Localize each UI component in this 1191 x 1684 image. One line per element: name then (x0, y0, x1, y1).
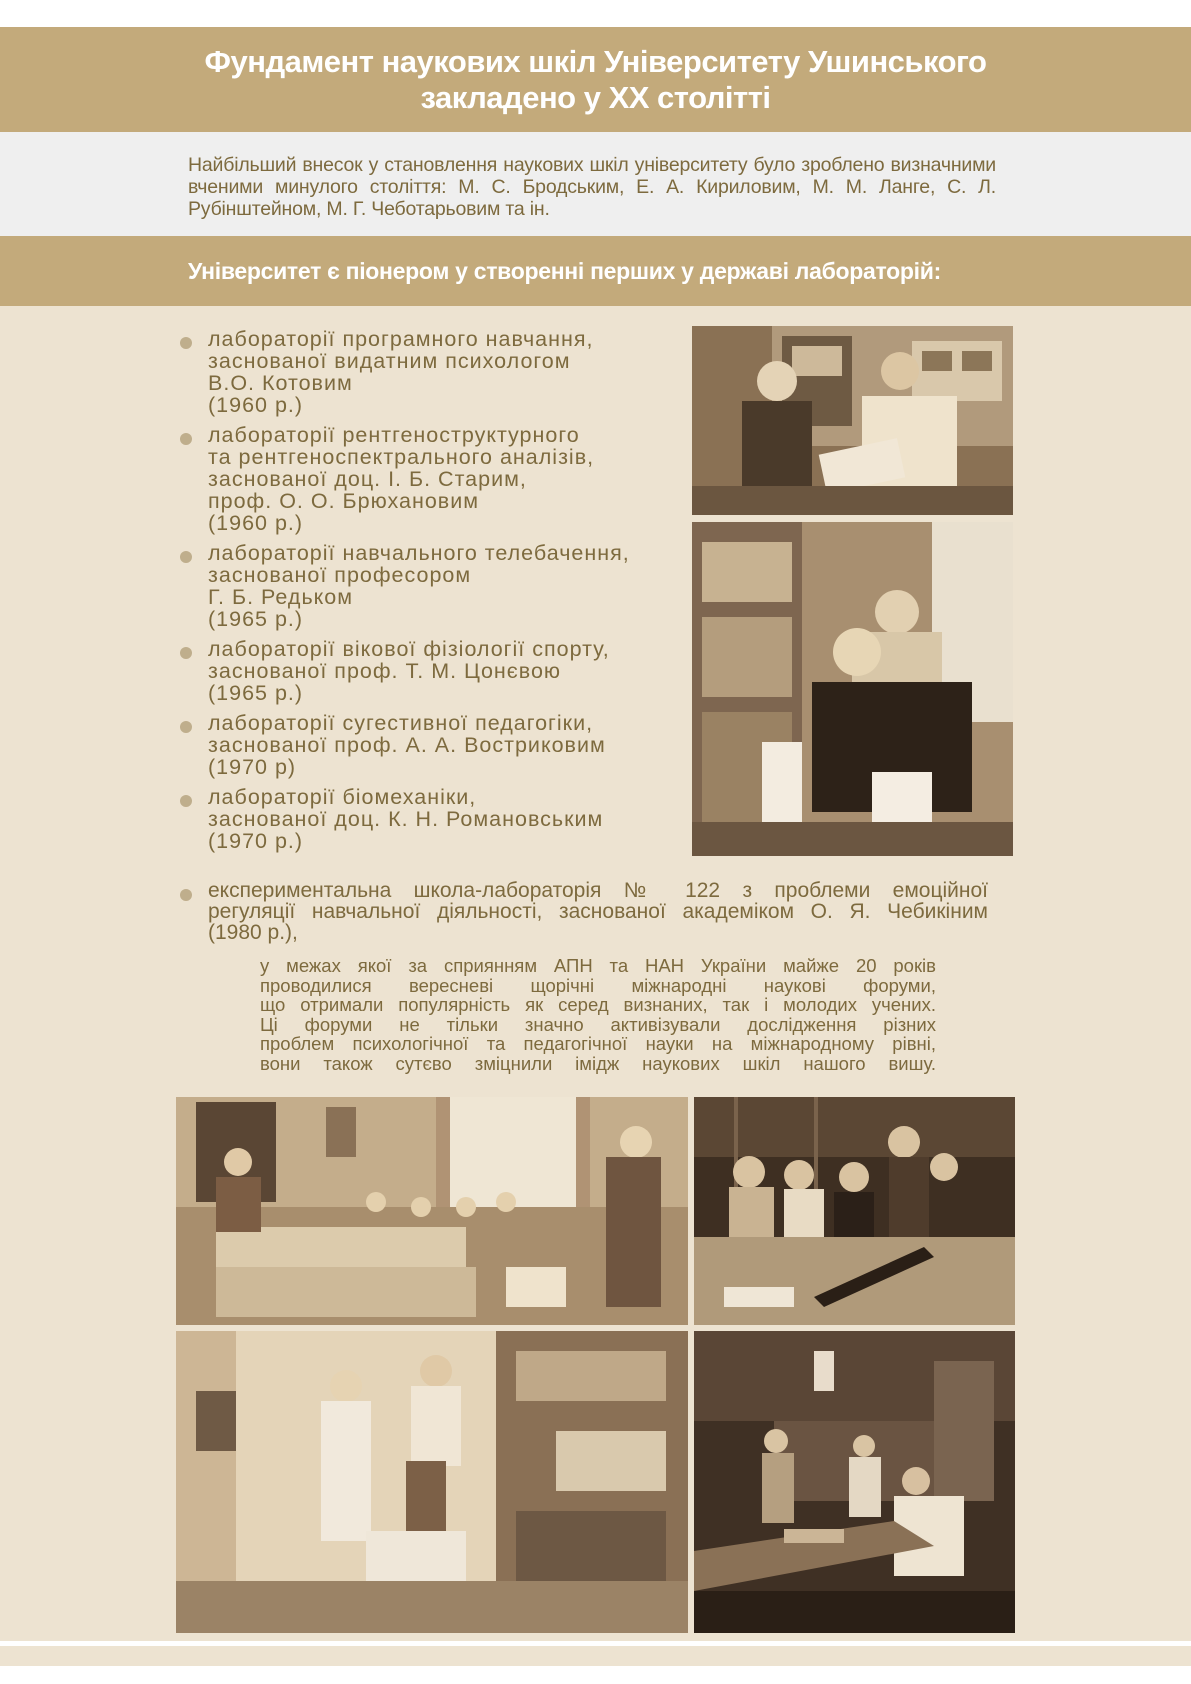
photo-programmed-learning-lab (692, 326, 1013, 515)
note-line: у межах якої за сприянням АПН та НАН України майже 20 років (260, 955, 936, 976)
subheader-title: Університет є піонером у створенні перших у державі лабораторій: (188, 258, 941, 284)
lab-line: (1970 р.) (208, 829, 304, 853)
photo-xray-lab (692, 522, 1013, 856)
lab-line: Г. Б. Редьком (208, 585, 354, 609)
subheader-band (0, 236, 1191, 306)
lab-line: заснованої доц. І. Б. Старим, (208, 467, 527, 491)
photo-women-lab (694, 1097, 1015, 1325)
intro-text: Найбільший внесок у становлення наукових шкіл університету було зроблено визначними вченими минулого століття: М. С. Бродським, Е. А. Кириловим, М. М. Ланге, С. Л. Рубінштейном, М. Г. Чеботарьовим та ін. (188, 154, 996, 220)
lab-line: (1965 р.) (208, 607, 304, 631)
lab-line: та рентгеноспектрального аналізів, (208, 445, 595, 469)
lab-item (178, 328, 678, 416)
lab-item (178, 424, 678, 534)
experimental-school-item (178, 880, 988, 943)
lab-item (178, 786, 678, 852)
lab-item (178, 542, 678, 630)
lab-line: (1970 р) (208, 755, 297, 779)
bullet-icon (180, 721, 192, 733)
lab-item (178, 638, 678, 704)
labs-list (178, 328, 678, 860)
experimental-line: експериментальна школа-лабораторія № 122 з проблеми емоційної (208, 879, 988, 902)
experimental-line: (1980 р.), (208, 921, 298, 944)
bullet-icon (180, 337, 192, 349)
title-band (0, 27, 1191, 132)
note-line: проблем психологічної та педагогічної науки на міжнародному рівні, (260, 1033, 936, 1054)
lab-line: лабораторії програмного навчання, (208, 327, 594, 351)
lab-line: лабораторії рентгеноструктурного (208, 423, 580, 447)
intro-section (0, 132, 1191, 236)
bullet-icon (180, 795, 192, 807)
bullet-icon (180, 433, 192, 445)
lab-line: заснованої професором (208, 563, 472, 587)
bullet-icon (180, 889, 192, 901)
photo-television-lab (694, 1331, 1015, 1633)
lab-line: проф. О. О. Брюхановим (208, 489, 479, 513)
photo-sports-physiology-lab (176, 1331, 688, 1633)
lab-line: лабораторії навчального телебачення, (208, 541, 630, 565)
note-line: проводилися вересневі щорічні міжнародні наукові форуми, (260, 974, 936, 996)
lab-line: (1965 р.) (208, 681, 304, 705)
lab-line: В.О. Котовим (208, 371, 353, 395)
lab-line: лабораторії сугестивної педагогіки, (208, 711, 594, 735)
forums-note (260, 956, 936, 1073)
page-title-line-1: Фундамент наукових шкіл Університету Ушинського (204, 43, 987, 79)
lab-line: (1960 р.) (208, 511, 304, 535)
lab-line: заснованої проф. Т. М. Цонєвою (208, 659, 562, 683)
note-line: Ці форуми не тільки значно активізували дослідження різних (260, 1013, 936, 1035)
experimental-line: регуляції навчальної діяльності, заснованої академіком О. Я. Чебикіним (208, 900, 988, 923)
lab-line: заснованої доц. К. Н. Романовським (208, 807, 604, 831)
lab-line: заснованої видатним психологом (208, 349, 571, 373)
page-title-line-2: закладено у XX столітті (420, 79, 771, 115)
lab-line: лабораторії біомеханіки, (208, 785, 477, 809)
note-line: вони також сутєво зміцнили імідж наукових шкіл нашого вишу. (260, 1052, 936, 1074)
footer-bar (0, 1646, 1191, 1666)
lab-line: лабораторії вікової фізіології спорту, (208, 637, 610, 661)
note-line: що отримали популярність як серед визнаних, так і молодих учених. (260, 994, 936, 1015)
lab-item (178, 712, 678, 778)
lab-line: (1960 р.) (208, 393, 304, 417)
photo-classroom-experiment (176, 1097, 688, 1325)
labs-panel (0, 306, 1191, 1641)
bullet-icon (180, 551, 192, 563)
lab-line: заснованої проф. А. А. Востриковим (208, 733, 606, 757)
bullet-icon (180, 647, 192, 659)
